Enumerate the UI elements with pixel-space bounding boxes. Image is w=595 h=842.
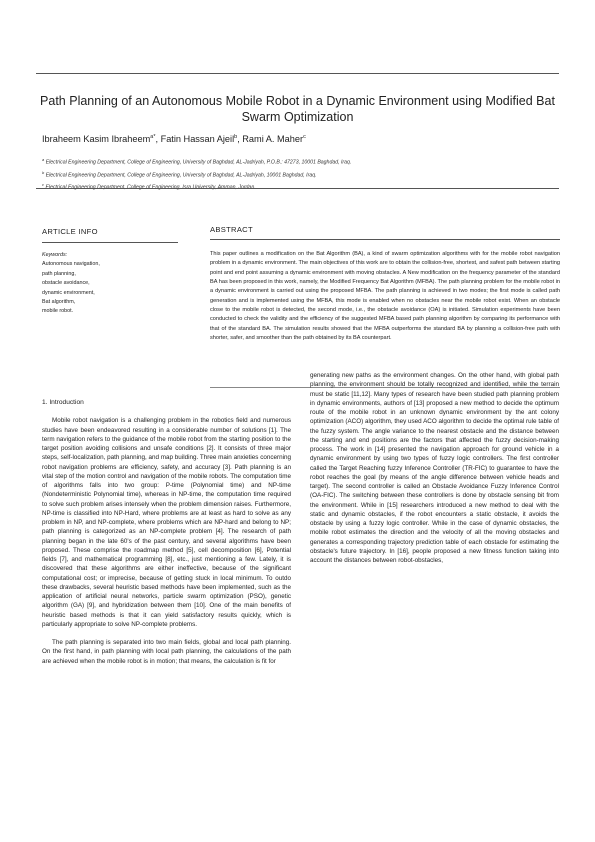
- body-paragraph: generating new paths as the environment changes. On the other hand, with global path planning, the environment should be totally recognized and identified, while the terrain must be static [11,12]. Many types of research have been studied path planning problem in dynamic environments, authors of [13] proposed a new method to decide the optimum route of the mobile robot in an unknown dynamic environment by the ant colony optimization (ACO) algorithm, they used ACO algorithm to decide the optimal rule table of the fuzzy system. The angle variance to the nearest obstacle and the distance between the starting and end positions are the factors that affected the fuzzy decision-making process. The work in [14] presented the navigation approach for ground vehicle in a dynamic environment by using two types of fuzzy logic controllers. The first controller called the Target Reaching fuzzy Inference Controller (TR-FIC) to guarantee to have the robot reaches the goal (by means of the angle difference between vehicle heads and target). The second controller is called an Obstacle Avoidance Fuzzy Inference Control (OA-FIC). The switching between these controllers is done by obstacle sensing bit from the environment. While in [15] researchers introduced a new method to deal with the static and dynamic obstacles, if the robot encounters a static obstacle, it avoids the obstacle by using a fuzzy logic controller. While in the case of dynamic obstacles, the mobile robot estimates the direction and the velocity of all the moving obstacles and generates a corresponding trajectory prediction table of each obstacle for estimating the obstacle's future trajectory. In [16], people proposed a new fitness function taking into account the distances between robot-obstacles,: [310, 372, 559, 564]
- abstract-rule: [210, 239, 560, 240]
- author-sup: a*: [150, 134, 156, 140]
- author-name: Fatin Hassan Ajeil: [160, 134, 235, 145]
- keyword: dynamic environment,: [42, 289, 95, 296]
- affiliation-line: [42, 180, 351, 193]
- author-sup: c: [303, 134, 306, 140]
- affiliation-line: [42, 155, 351, 168]
- affiliation-rule: [36, 188, 559, 189]
- keywords-block: [42, 251, 100, 317]
- affiliation-text: Electrical Engineering Department, College of Engineering, University of Baghdad, AL-Jadriyah, P.O.B.: 47273, 10001 Baghdad, Iraq.: [45, 159, 352, 166]
- keyword: Autonomous navigation,: [42, 261, 100, 268]
- abstract-text: This paper outlines a modification on the Bat Algorithm (BA), a kind of swarm optimization algorithms with for the mobile robot navigation problem in a dynamic environment. The main objectives of this work are to obtain the collision-free, shortest, and safest path between starting point and end point assuming a dynamic environment with moving obstacles. A New modification on the frequency parameter of the standard BA has been proposed in this work, namely, the Modified Frequency Bat Algorithm (MFBA). The path planning problem for the mobile robot in a dynamic environment is carried out using the proposed MFBA. The path planning is achieved in two modes; the first mode is called path generation and is implemented using the MFBA, this mode is enabled when no obstacles near the mobile robot exist. When an obstacle close to the mobile robot is detected, the second mode, i.e., the obstacle avoidance (OA) is initiated. Simulation experiments have been conducted to check the validity and the efficiency of the suggested MFBA based path planning algorithm by comparing its performance with that of the standard BA. The simulation results showed that the MFBA outperforms the standard BA by planning a collision-free path with shorter, safer, and smoother than the path obtained by its BA counterpart.: [210, 251, 560, 342]
- keyword: path planning,: [42, 270, 76, 277]
- article-info-rule: [42, 242, 178, 243]
- keyword: mobile robot.: [42, 308, 74, 315]
- article-info-heading: ARTICLE INFO: [42, 227, 98, 236]
- abstract-heading: ABSTRACT: [210, 225, 253, 234]
- author-name: Ibraheem Kasim Ibraheem: [42, 134, 151, 145]
- keywords-label: Keywords:: [42, 252, 68, 258]
- keyword: obstacle avoidance,: [42, 280, 90, 287]
- body-paragraph: Mobile robot navigation is a challenging problem in the robotics field and numerous studies have been endeavored resulting in a considerable number of solutions [1]. The term navigation refers to the guidance of the mobile robot from the starting position to the target position avoiding collisions and unsafe conditions [2]. It consists of three major steps, self-localization, path planning, and map building. Three main anxieties concerning robot navigation problems are efficiency, safety, and accuracy [3]. Path planning is an vital step of the motion control and navigation of the mobile robots. The computation time of algorithms falls into two group: P-time (Polynomial time) and NP-time (Nondeterministic Polynomial time), whereas in NP-time, the computation time required to solve such problem arises intensely when the problem dimension raises. Furthermore, NP-time is classified into NP-Hard, where problems are at least as hard to solve as any problem in NP, and NP-complete, where problems which are NP-hard and belong to NP; path planning is categorized as an NP-complete problem [4]. The research of path planning began in the late 60's of the past century, and several algorithms have been proposed. These comprise the roadmap method [5], cell decomposition [6], Potential fields [7], and mathematical programming [8], etc., just mentioning a few. Lately, it is discovered that these algorithms are either ineffective, because of the significant computational cost; or imprecise, because of getting stuck in local minimum. To outdo these drawbacks, several heuristic based methods have been implemented, such as the application of artificial neural networks, particle swarm optimization (PSO), genetic algorithm (GA) [9], and hybridization between them [10]. One of the main benefits of heuristic based methods is that it can yield satisfactory results quickly, which is particularly appropriate to solve NP-complete problems.: [42, 417, 291, 628]
- affiliation-line: [42, 168, 351, 181]
- author-sup: b: [234, 134, 238, 140]
- affiliation-sup: b: [42, 169, 45, 175]
- author-list: Ibraheem Kasim Ibraheem$^{a*}$, Fatin Hassan Ajeil$^b$, Rami A. Maher$^c$: [42, 134, 306, 145]
- paper-title: Path Planning of an Autonomous Mobile Robot in a Dynamic Environment using Modified Bat Swarm Optimization: [40, 94, 555, 124]
- section-heading: 1. Introduction: [42, 399, 84, 406]
- right-column: [310, 371, 559, 565]
- affiliation-text: Electrical Engineering Department, College of Engineering, University of Baghdad, AL-Jadriyah, 10001 Baghdad, Iraq.: [45, 172, 317, 179]
- affiliation-sup: a: [42, 157, 45, 162]
- left-column: [42, 398, 291, 666]
- author-name: Rami A. Maher: [242, 134, 304, 145]
- body-paragraph: The path planning is separated into two main fields, global and local path planning. On the first hand, in path planning with local path planning, the calculations of the path are achieved when the mobile robot is in motion; that means, the calculation is fit for: [42, 639, 291, 665]
- affiliation-sup: c: [42, 182, 44, 188]
- keyword: Bat algorithm,: [42, 299, 76, 306]
- top-rule: [36, 73, 559, 74]
